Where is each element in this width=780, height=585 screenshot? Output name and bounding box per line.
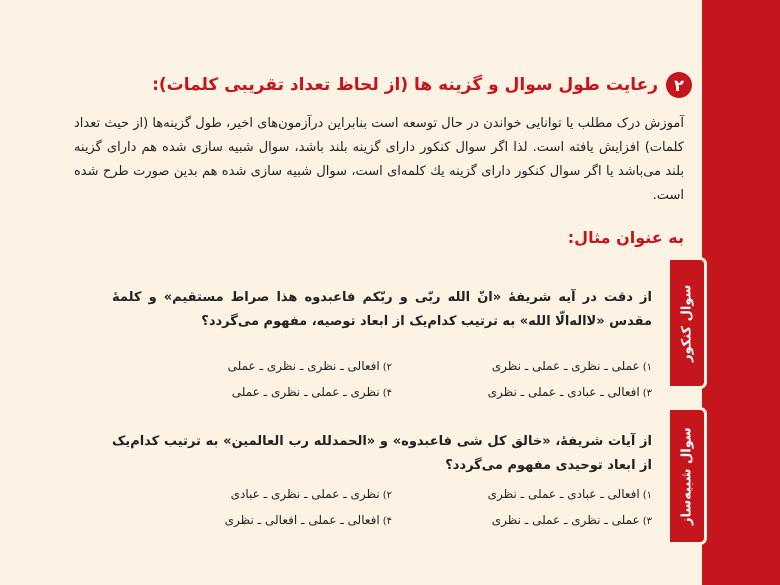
section-heading — [72, 72, 692, 98]
q2-option-4-text: افعالی ـ عملی ـ افعالی ـ نظری — [224, 513, 380, 527]
question-2-text: از آیات شریفهٔ، «خالق کل شی فاعبدوه» و «الحمدلله رب العالمین» به ترتیب کدام‌یک از ابعاد توحیدی مفهوم می‌گردد؟ — [112, 434, 652, 473]
q1-option-1[interactable] — [392, 356, 652, 378]
q2-option-3-text: عملی ـ نظری ـ عملی ـ نظری — [491, 513, 640, 527]
example-title: به عنوان مثال: — [567, 228, 684, 247]
question-2-options — [132, 484, 652, 532]
heading-text: رعایت طول سوال و گزینه ها (از لحاظ تعداد تقریبی کلمات): — [152, 75, 658, 95]
q2-option-3-num: ۳) — [642, 516, 652, 527]
tab-konkur-question: سوال کنکور — [670, 260, 704, 386]
question-1-text: از دقت در آیه شریفهٔ «انّ الله ربّی و ربّکم فاعبدوه هذا صراط مستقیم» و کلمهٔ مقدس «لااله‌الّا الله» به ترتیب کدام‌یک از ابعاد توصیه، مفهوم می‌گردد؟ — [112, 290, 652, 329]
q1-option-3[interactable] — [392, 382, 652, 404]
q2-option-1[interactable] — [392, 484, 652, 506]
heading-number-badge: ۲ — [666, 72, 692, 98]
q1-option-3-num: ۳) — [642, 388, 652, 399]
q2-option-4-num: ۴) — [382, 516, 392, 527]
q2-option-4[interactable] — [132, 510, 392, 532]
q2-option-2[interactable] — [132, 484, 392, 506]
q1-option-4-text: نظری ـ عملی ـ نظری ـ عملی — [231, 385, 380, 399]
q2-option-3[interactable] — [392, 510, 652, 532]
q1-option-4-num: ۴) — [382, 388, 392, 399]
side-strip — [702, 0, 780, 585]
q1-option-1-text: عملی ـ نظری ـ عملی ـ نظری — [491, 359, 640, 373]
q1-option-2-num: ۲) — [382, 362, 392, 373]
question-1-options — [132, 356, 652, 404]
q1-option-4[interactable] — [132, 382, 392, 404]
q1-option-1-num: ۱) — [642, 362, 652, 373]
q2-option-2-num: ۲) — [382, 490, 392, 501]
intro-paragraph: آموزش درک مطلب یا توانایی خواندن در حال توسعه است بنابراین درآزمون‌های اخیر، طول گزینه‌ها (از حیث تعداد کلمات) افزایش یافته است. لذا اگر سوال کنکور دارای گزینه بلند باشد، سوال شبیه سازی شده هم دارای گزینه بلند می‌باشد یا اگر سوال کنکور دارای گزینه یك كلمه‌ای است، سوال شبیه سازی شده هم بدین صورت طرح شده است. — [74, 116, 684, 203]
q2-option-1-text: افعالی ـ عبادی ـ عملی ـ نظری — [487, 487, 640, 501]
q2-option-2-text: نظری ـ عملی ـ نظری ـ عبادی — [230, 487, 380, 501]
q1-option-2[interactable] — [132, 356, 392, 378]
tab-simulated-question: سوال شبیه‌ساز — [670, 410, 704, 542]
q2-option-1-num: ۱) — [642, 490, 652, 501]
q1-option-3-text: افعالی ـ عبادی ـ عملی ـ نظری — [487, 385, 640, 399]
q1-option-2-text: افعالی ـ نظری ـ نظری ـ عملی — [227, 359, 380, 373]
